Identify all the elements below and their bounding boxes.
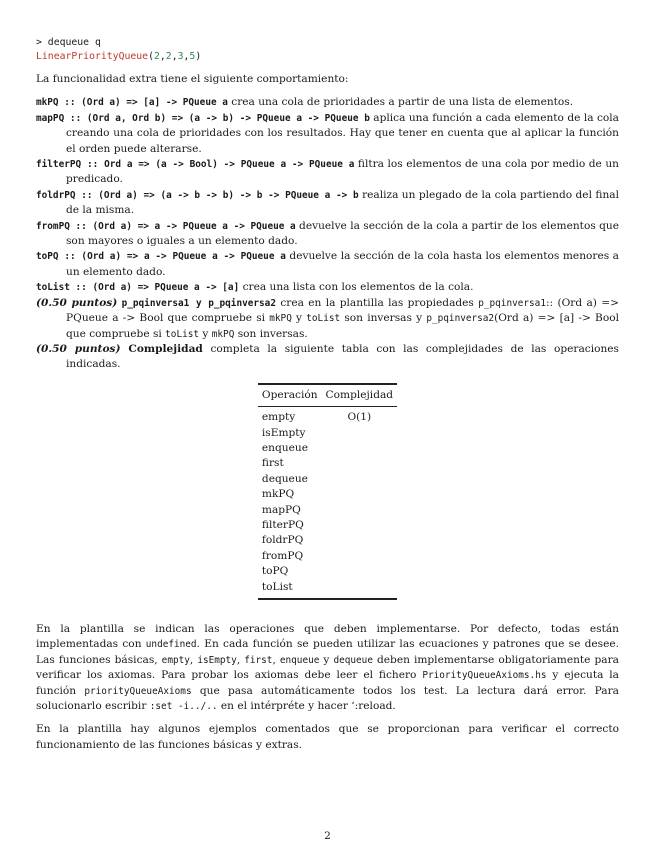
- code-ref: enqueue: [279, 654, 320, 666]
- complexity-cell: [322, 503, 398, 518]
- task-text: y: [291, 312, 307, 325]
- operation-cell: enqueue: [261, 441, 308, 454]
- definition-desc: filtra los elementos de una cola por medio de un predicado.: [66, 158, 619, 186]
- table-row: [258, 426, 397, 441]
- definition-item: [36, 188, 619, 219]
- repl-prompt: > dequeue q: [36, 37, 101, 48]
- task-text: completa la siguiente tabla con las complejidades de las operaciones indicadas.: [66, 342, 619, 371]
- definition-signature: toPQ :: (Ord a) => a -> PQueue a -> PQueue a: [36, 251, 286, 263]
- code-ref: dequeue: [333, 654, 373, 666]
- table-row: [258, 472, 397, 487]
- definition-signature: filterPQ :: Ord a => (a -> Bool) -> PQueue a -> PQueue a: [36, 159, 355, 171]
- para-text: que pasa automáticamente todos los test. La lectura dará error. Para solucionarlo escribir: [36, 684, 619, 713]
- complexity-table: [258, 383, 397, 600]
- definition-signature: mkPQ :: (Ord a) => [a] -> PQueue a: [36, 97, 228, 109]
- code-ref: :set -i../..: [149, 701, 218, 713]
- complexity-cell: [322, 533, 398, 548]
- definition-item: [36, 249, 619, 280]
- table-row: [258, 549, 397, 564]
- task-complexity: [36, 342, 619, 373]
- code-ref: toList: [306, 313, 341, 325]
- code-ref: empty: [161, 654, 190, 666]
- definition-signature: fromPQ :: (Ord a) => a -> PQueue a -> PQueue a: [36, 220, 296, 232]
- definition-signature: foldrPQ :: (Ord a) => (a -> b -> b) -> b -> PQueue a -> b: [36, 189, 359, 201]
- code-ref: mkPQ: [211, 328, 235, 340]
- code-ref: p_pqinversa2: [426, 313, 495, 325]
- task-text: :: (Ord a) => PQueue a -> Bool que compruebe si: [66, 296, 620, 325]
- complexity-cell: [322, 441, 398, 456]
- definition-item: [36, 219, 619, 250]
- complexity-cell: O(1): [347, 411, 372, 424]
- code-ref: p_pqinversa1: [478, 297, 546, 309]
- task-points: (0.50 puntos): [36, 342, 121, 355]
- complexity-cell: [322, 487, 398, 502]
- table-row: [258, 518, 397, 533]
- column-header-complexity: Complejidad: [322, 384, 398, 407]
- repl-arg: 5: [189, 51, 196, 62]
- intro-text: La funcionalidad extra tiene el siguiente comportamiento:: [36, 73, 349, 85]
- operation-cell: toList: [258, 580, 322, 599]
- definition-item: [36, 111, 619, 157]
- table-row: [258, 564, 397, 579]
- task-text: son inversas y: [340, 312, 427, 325]
- definition-desc: devuelve la sección de la cola a partir de los elementos que son mayores o iguales a un elemento dado.: [66, 219, 620, 248]
- table-row: [258, 456, 397, 471]
- para-text: y: [319, 653, 334, 666]
- operation-cell: empty: [261, 411, 296, 424]
- code-ref: p_pqinversa2: [208, 297, 276, 309]
- operation-cell: fromPQ: [261, 549, 304, 562]
- task-text: son inversas.: [234, 327, 308, 340]
- code-sep: y: [189, 297, 209, 309]
- repl-result-ctor: LinearPriorityQueue: [36, 51, 149, 62]
- code-ref: PriorityQueueAxioms.hs: [422, 670, 547, 682]
- complexity-cell: [322, 472, 398, 487]
- definition-desc: crea una cola de prioridades a partir de una lista de elementos.: [227, 96, 574, 109]
- table-row: [258, 503, 397, 518]
- complexity-cell: [322, 564, 398, 579]
- code-ref: priorityQueueAxioms: [84, 685, 192, 697]
- repl-arg: 3: [177, 51, 184, 62]
- para-text: deben implementarse obligatoriamente para verificar los axiomas. Para probar los axiomas debe leer el fichero: [36, 653, 619, 682]
- page-number: 2: [324, 830, 331, 842]
- definition-signature: toList :: (Ord a) => PQueue a -> [a]: [36, 282, 240, 294]
- operation-cell: filterPQ: [261, 518, 304, 531]
- complexity-cell: [322, 549, 398, 564]
- code-ref: p_pqinversa1: [121, 297, 190, 309]
- code-ref: first: [244, 654, 273, 666]
- task-inverse-properties: [36, 296, 619, 342]
- repl-output: LinearPriorityQueue(2,2,3,5): [36, 51, 202, 62]
- definition-desc: crea una lista con los elementos de la cola.: [239, 281, 474, 294]
- complexity-cell: [322, 426, 398, 441]
- repl-arg: 2: [153, 51, 160, 62]
- para-text: En la plantilla se indican las operaciones que deben implementarse. Por defecto, todas están implementadas con: [36, 623, 619, 651]
- definitions-list: [36, 95, 619, 372]
- task-text: y: [199, 327, 212, 340]
- definition-desc: devuelve la sección de la cola hasta los elementos menores a un elemento dado.: [66, 250, 619, 278]
- operation-cell: mkPQ: [261, 488, 295, 501]
- examples-paragraph: En la plantilla hay algunos ejemplos comentados que se proporcionan para verificar el correcto funcionamiento de las funciones básicas y extras.: [36, 723, 619, 751]
- definition-signature: mapPQ :: (Ord a, Ord b) => (a -> b) -> PQueue a -> PQueue b: [36, 112, 370, 124]
- code-ref: toList: [165, 328, 200, 340]
- operation-cell: toPQ: [261, 565, 289, 578]
- operation-cell: foldrPQ: [261, 534, 304, 547]
- operation-cell: isEmpty: [261, 426, 306, 439]
- instructions-paragraph: [36, 622, 619, 714]
- definition-item: [36, 157, 619, 188]
- para-text: y ejecuta la función: [36, 669, 619, 697]
- column-header-operation: Operación: [258, 384, 322, 407]
- para-text: ,: [272, 653, 280, 666]
- para-text: ,: [189, 653, 198, 666]
- code-ref: isEmpty: [197, 654, 237, 666]
- para-text: . En cada función se pueden utilizar las ecuaciones y patrones que se desee. Las funciones básicas,: [36, 638, 619, 666]
- definition-item: [36, 95, 619, 110]
- task-text: (Ord a) => [a] -> Bool que compruebe si: [66, 312, 619, 340]
- definition-desc: aplica una función a cada elemento de la cola creando una cola de prioridades con los resultados. Hay que tener en cuenta que al aplicar la función el orden puede alterarse.: [66, 111, 619, 155]
- complexity-cell: [322, 580, 398, 599]
- table-row: [258, 580, 397, 599]
- operation-cell: mapPQ: [261, 503, 301, 516]
- para-text: en el intérpréte y hacer ‘:reload.: [217, 700, 396, 713]
- definition-item: [36, 280, 619, 295]
- code-ref: mkPQ: [269, 313, 292, 325]
- complexity-cell: [322, 456, 398, 471]
- page-body: [36, 36, 619, 753]
- complexity-cell: [322, 518, 398, 533]
- table-row: [258, 407, 397, 426]
- repl-arg: 2: [165, 51, 172, 62]
- table-row: [258, 533, 397, 548]
- table-row: [258, 487, 397, 502]
- operation-cell: dequeue: [261, 472, 308, 485]
- definition-desc: realiza un plegado de la cola partiendo del final de la misma.: [66, 188, 619, 217]
- task-text: crea en la plantilla las propiedades: [275, 296, 479, 309]
- task-points: (0.50 puntos): [36, 296, 118, 309]
- para-text: ,: [236, 653, 245, 666]
- table-row: [258, 441, 397, 456]
- task-title: Complejidad: [120, 342, 203, 355]
- operation-cell: first: [261, 457, 284, 470]
- code-ref: undefined: [145, 639, 197, 651]
